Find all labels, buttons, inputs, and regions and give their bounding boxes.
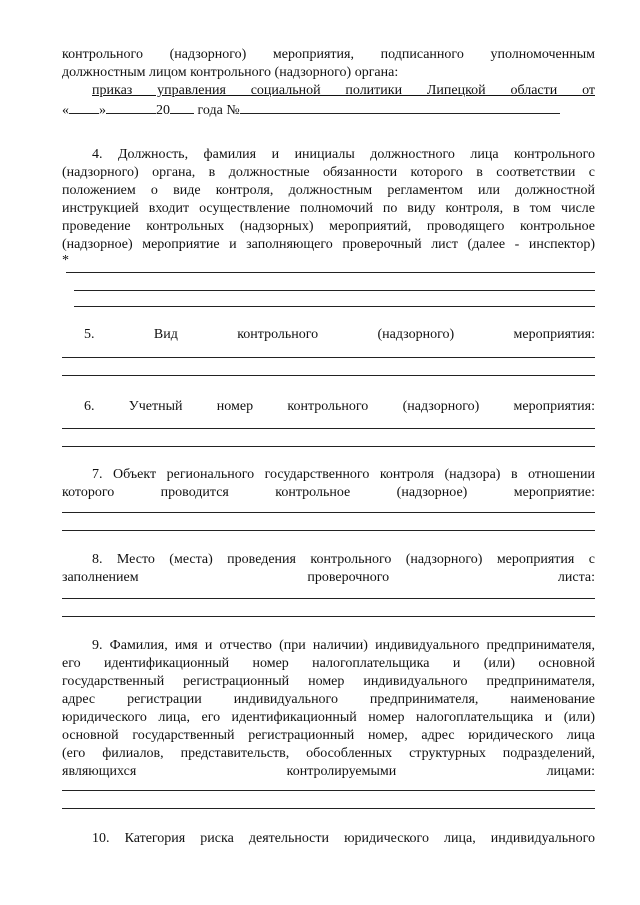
month-blank [106, 100, 156, 114]
p4-line-1: 4. Должность, фамилия и инициалы должностного лица контрольного [92, 147, 595, 162]
p7-line-2: которого проводится контрольное (надзорное) мероприятие: [62, 485, 595, 500]
p5-line-1: 5. Вид контрольного (надзорного) мероприятия: [84, 327, 595, 342]
p9-line-7: (его филиалов, представительств, обособленных структурных подразделений, [62, 746, 595, 761]
p9-fill-line-1 [62, 790, 595, 791]
p4-fill-line-3 [74, 306, 595, 307]
p4-fill-line-1 [66, 272, 595, 273]
p7-fill-line-2 [62, 530, 595, 531]
p8-line-2: заполнением проверочного листа: [62, 570, 595, 585]
p9-line-4: адрес регистрации индивидуального предпринимателя, наименование [62, 692, 595, 707]
p5-fill-line-1 [62, 357, 595, 358]
p3-order-date-line [62, 100, 595, 119]
day-blank [69, 100, 99, 114]
order-number-blank [240, 100, 560, 114]
p6-fill-line-1 [62, 428, 595, 429]
open-quote: « [62, 103, 69, 118]
p8-fill-line-2 [62, 616, 595, 617]
p9-line-8: являющихся контролируемыми лицами: [62, 764, 595, 779]
p9-fill-line-2 [62, 808, 595, 809]
p4-line-4: инструкцией входит осуществление полномочий по виду контроля, в том числе [62, 201, 595, 216]
p3-line-2: должностным лицом контрольного (надзорного) органа: [62, 65, 399, 80]
p4-line-6: (надзорное) мероприятие и заполняющего проверочный лист (далее - инспектор) [62, 237, 595, 252]
p5-fill-line-2 [62, 375, 595, 376]
p4-asterisk: * [62, 253, 69, 268]
p6-line-1: 6. Учетный номер контрольного (надзорного) мероприятия: [84, 399, 595, 414]
p9-line-1: 9. Фамилия, имя и отчество (при наличии) индивидуального предпринимателя, [92, 638, 595, 653]
p10-line-1: 10. Категория риска деятельности юридического лица, индивидуального [92, 831, 595, 846]
p7-fill-line-1 [62, 512, 595, 513]
p8-line-1: 8. Место (места) проведения контрольного (надзорного) мероприятия с [92, 552, 595, 567]
close-quote: » [99, 103, 106, 118]
p7-line-1: 7. Объект регионального государственного контроля (надзора) в отношении [92, 467, 595, 482]
p8-fill-line-1 [62, 598, 595, 599]
p4-line-5: проведение контрольных (надзорных) мероприятий, проводящего контрольное [62, 219, 595, 234]
p4-fill-line-2 [74, 290, 595, 291]
p9-line-6: основной государственный регистрационный номер, адрес юридического лица [62, 728, 595, 743]
p6-fill-line-2 [62, 446, 595, 447]
year-prefix: 20 [156, 103, 170, 118]
year-number-label: года № [197, 103, 240, 118]
p9-line-2: его идентификационный номер налогоплательщика и (или) основной [62, 656, 595, 671]
p9-line-3: государственный регистрационный номер индивидуального предпринимателя, [62, 674, 595, 689]
year-blank [170, 100, 194, 114]
p3-line-1: контрольного (надзорного) мероприятия, подписанного уполномоченным [62, 47, 595, 62]
p3-order-line: приказ управления социальной политики Липецкой области от [92, 83, 595, 98]
p4-line-2: (надзорного) органа, в должностные обязанности которого в соответствии с [62, 165, 595, 180]
p4-line-3: положением о виде контроля, должностным регламентом или должностной [62, 183, 595, 198]
p9-line-5: юридического лица, его идентификационный номер налогоплательщика и (или) [62, 710, 595, 725]
